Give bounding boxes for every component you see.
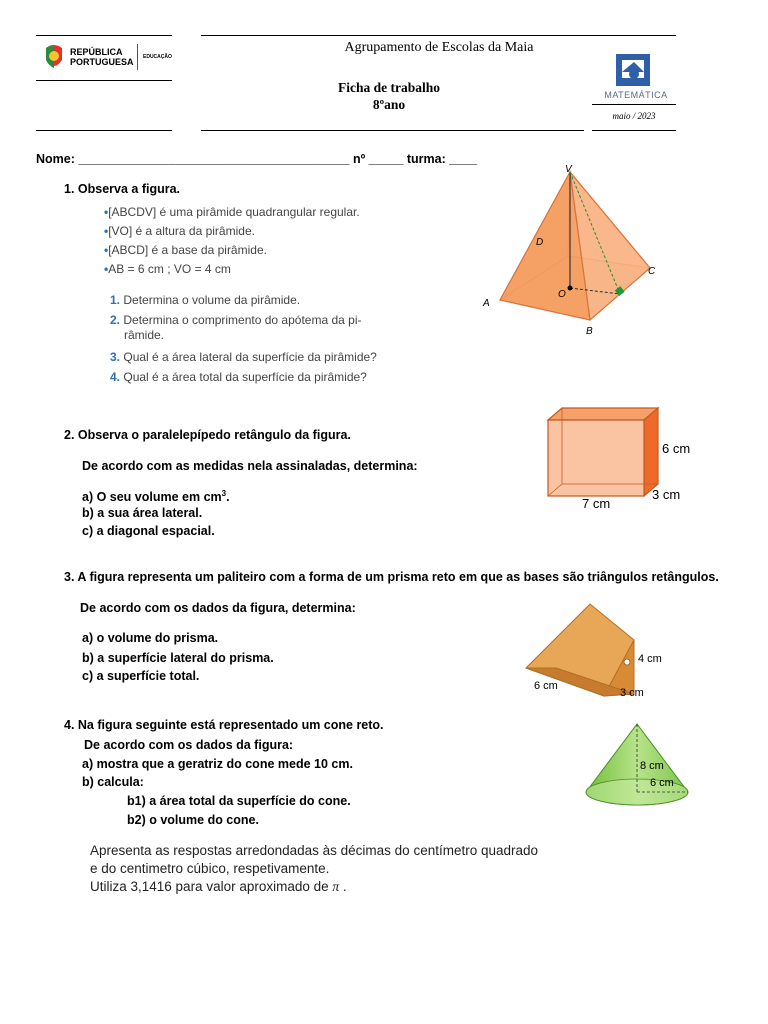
q4-b: b) calcula: bbox=[82, 775, 144, 789]
q1-fact: •[ABCDV] é uma pirâmide quadrangular regular. bbox=[104, 205, 360, 219]
q1-facts bbox=[104, 205, 360, 281]
prism-height-label: 4 cm bbox=[638, 653, 662, 665]
q1-item: 3. Qual é a área lateral da superfície da pirâmide? bbox=[110, 350, 377, 364]
q3-title: 3. A figura representa um paliteiro com a forma de um prisma reto em que as bases são triângulos retângulos. bbox=[64, 570, 719, 584]
prism-figure bbox=[520, 598, 680, 700]
label-b: B bbox=[586, 326, 593, 337]
pyramid-center-point bbox=[568, 286, 573, 291]
label-a: A bbox=[483, 298, 490, 309]
cone-radius-label: 6 cm bbox=[650, 777, 674, 789]
q1-title: 1. Observa a figura. bbox=[64, 182, 181, 196]
grade: 8ºano bbox=[372, 97, 406, 112]
cuboid-side-face bbox=[644, 408, 658, 496]
cone-height-label: 8 cm bbox=[640, 760, 664, 772]
note-line-3: Utiliza 3,1416 para valor aproximado de π . bbox=[90, 879, 347, 894]
sheet-title: Ficha de trabalho bbox=[337, 80, 440, 95]
q2-b: b) a sua área lateral. bbox=[82, 506, 203, 520]
prism-length-label: 6 cm bbox=[534, 680, 558, 692]
label-d: D bbox=[536, 237, 544, 248]
label-o: O bbox=[558, 289, 566, 300]
cone-figure bbox=[580, 720, 700, 812]
note-line-2: e do centimetro cúbico, respetivamente. bbox=[90, 861, 330, 876]
header-rule-center-bottom bbox=[201, 130, 584, 131]
pyramid-figure bbox=[478, 160, 668, 340]
math-logo-text: MATEMÁTICA bbox=[604, 90, 668, 100]
q1-fact: •AB = 6 cm ; VO = 4 cm bbox=[104, 262, 231, 276]
date-rule-top bbox=[592, 104, 676, 105]
rounding-note bbox=[90, 842, 538, 896]
date: maio / 2023 bbox=[612, 111, 656, 121]
republic-emblem-icon bbox=[42, 44, 66, 72]
cuboid-depth-label: 3 cm bbox=[652, 487, 681, 502]
q3-b: b) a superfície lateral do prisma. bbox=[82, 651, 274, 665]
header-rule-center-top bbox=[201, 35, 676, 36]
q4-b2: b2) o volume do cone. bbox=[127, 813, 259, 827]
q4-title: 4. Na figura seguinte está representado um cone reto. bbox=[64, 718, 384, 732]
q1-item: 2. Determina o comprimento do apótema da pi- bbox=[110, 313, 362, 327]
header-rule-left-bottom bbox=[36, 130, 172, 131]
school-name: Agrupamento de Escolas da Maia bbox=[344, 40, 534, 55]
label-c: C bbox=[648, 266, 656, 277]
q2-title: 2. Observa o paralelepípedo retângulo da figura. bbox=[64, 428, 351, 442]
q2-a: a) O seu volume em $cm^3$. bbox=[82, 489, 230, 505]
pi-symbol: π bbox=[332, 879, 340, 894]
header-rule-left-mid bbox=[36, 80, 172, 81]
date-rule-bottom bbox=[592, 130, 676, 131]
q1-fact: •[VO] é a altura da pirâmide. bbox=[104, 224, 255, 238]
header-rule-left-top bbox=[36, 35, 172, 36]
q1-item: 4. Qual é a área total da superfície da pirâmide? bbox=[110, 370, 367, 384]
q1-fact-text: [ABCD] é a base da pirâmide. bbox=[108, 243, 267, 257]
math-logo bbox=[596, 50, 676, 102]
cuboid-height-label: 6 cm bbox=[662, 441, 691, 456]
q1-item-continuation: râmide. bbox=[124, 328, 165, 342]
logo-line-1: REPÚBLICA bbox=[70, 47, 123, 57]
prism-base-label: 3 cm bbox=[620, 687, 644, 699]
q3-c: c) a superfície total. bbox=[82, 669, 200, 683]
q1-fact-text: [VO] é a altura da pirâmide. bbox=[108, 224, 255, 238]
q4-a: a) mostra que a geratriz do cone mede 10 cm. bbox=[82, 757, 353, 771]
math-logo-icon bbox=[614, 52, 654, 90]
q2-c: c) a diagonal espacial. bbox=[82, 524, 215, 538]
label-v: V bbox=[565, 164, 572, 175]
q1-fact-text: [ABCDV] é uma pirâmide quadrangular regular. bbox=[108, 205, 360, 219]
logo-dept: EDUCAÇÃO bbox=[143, 54, 172, 60]
q1-item: 1. Determina o volume da pirâmide. bbox=[110, 293, 301, 307]
cuboid-top-face bbox=[548, 408, 658, 420]
name-field-line[interactable]: Nome: _______________________________________ nº _____ turma: ____ bbox=[36, 152, 478, 166]
q4-intro: De acordo com os dados da figura: bbox=[84, 738, 294, 752]
q4-b1: b1) a área total da superfície do cone. bbox=[127, 794, 351, 808]
government-logo bbox=[42, 44, 172, 74]
q1-items bbox=[110, 293, 377, 390]
q3-a: a) o volume do prisma. bbox=[82, 631, 219, 645]
logo-divider bbox=[137, 44, 138, 70]
cuboid-width-label: 7 cm bbox=[582, 496, 611, 511]
q1-fact-text: AB = 6 cm ; VO = 4 cm bbox=[108, 262, 231, 276]
cuboid-front-face bbox=[548, 420, 644, 496]
prism-hole bbox=[624, 659, 630, 665]
q2-intro: De acordo com as medidas nela assinaladas, determina: bbox=[82, 459, 418, 473]
q3-intro: De acordo com os dados da figura, determina: bbox=[80, 601, 356, 615]
cuboid-figure bbox=[540, 400, 700, 515]
note-line-1: Apresenta as respostas arredondadas às décimas do centímetro quadrado bbox=[90, 843, 539, 858]
q1-fact: •[ABCD] é a base da pirâmide. bbox=[104, 243, 267, 257]
logo-line-2: PORTUGUESA bbox=[70, 57, 134, 67]
